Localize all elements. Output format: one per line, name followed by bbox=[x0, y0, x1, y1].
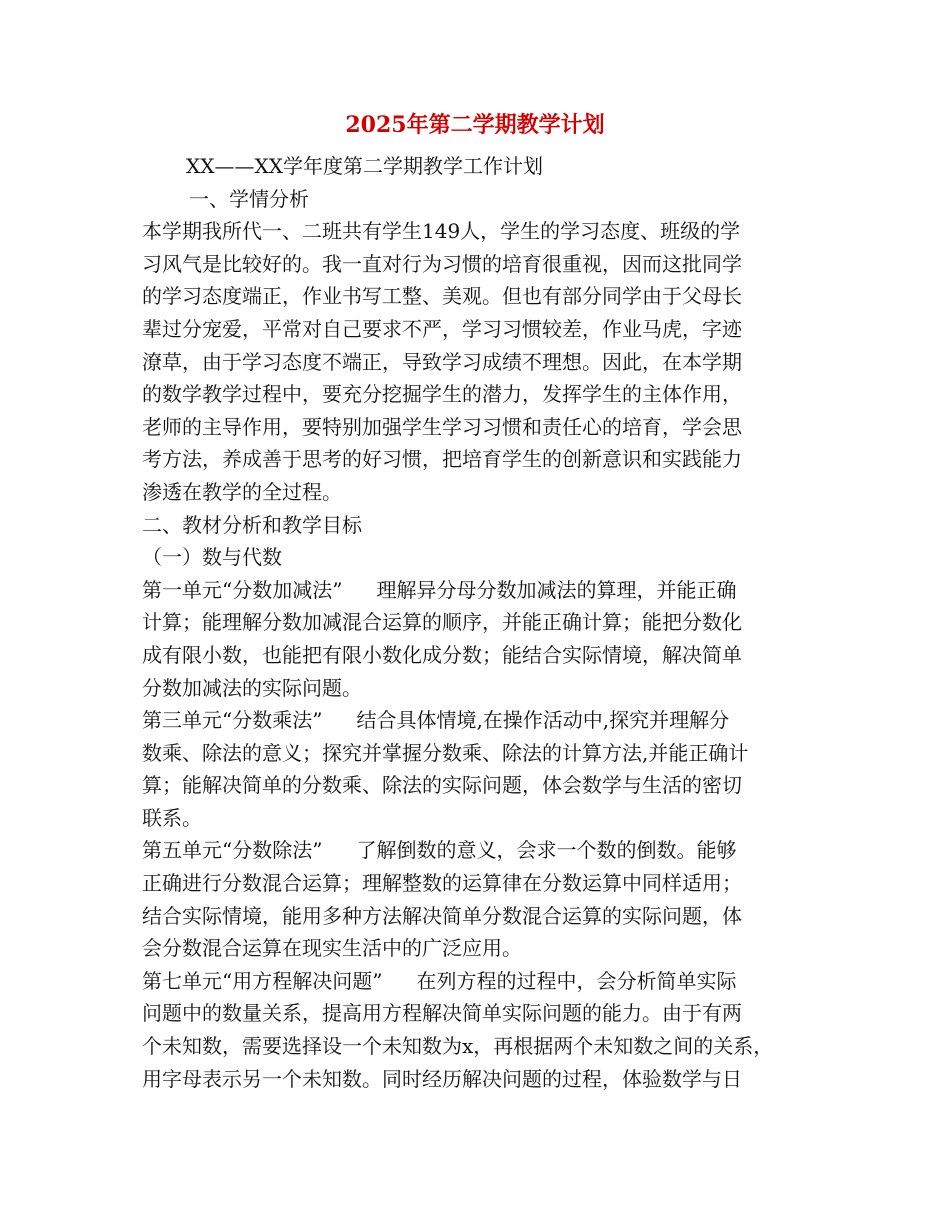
document-body bbox=[142, 150, 832, 1095]
paragraph-line: 分数加减法的实际问题。 bbox=[142, 675, 362, 700]
unit-title: 第三单元“分数乘法” bbox=[142, 708, 323, 733]
paragraph-line: 计算；能理解分数加减混合运算的顺序，并能正确计算；能把分数化 bbox=[142, 610, 742, 635]
paragraph-line: 老师的主导作用，要特别加强学生学习习惯和责任心的培育，学会思 bbox=[142, 414, 742, 439]
paragraph-line: 渗透在教学的全过程。 bbox=[142, 479, 342, 504]
unit-title: 第一单元“分数加减法” bbox=[142, 577, 343, 602]
paragraph-line: 算；能解决简单的分数乘、除法的实际问题，体会数学与生活的密切 bbox=[142, 773, 742, 798]
paragraph-line: 辈过分宠爱，平常对自己要求不严，学习习惯较差，作业马虎，字迹 bbox=[142, 316, 742, 341]
unit-line bbox=[142, 834, 832, 867]
paragraph-line: 的学习态度端正，作业书写工整、美观。但也有部分同学由于父母长 bbox=[142, 284, 742, 309]
paragraph-line: 习风气是比较好的。我一直对行为习惯的培育很重视，因而这批同学 bbox=[142, 251, 742, 276]
paragraph-line: 本学期我所代一、二班共有学生149人，学生的学习态度、班级的学 bbox=[142, 219, 741, 244]
document-title: 2025年第二学期教学计划 bbox=[345, 112, 605, 138]
paragraph-line: 潦草，由于学习态度不端正，导致学习成绩不理想。因此，在本学期 bbox=[142, 349, 742, 374]
paragraph-line: 问题中的数量关系，提高用方程解决简单实际问题的能力。由于有两 bbox=[142, 1001, 742, 1026]
paragraph-line: 考方法，养成善于思考的好习惯，把培育学生的创新意识和实践能力 bbox=[142, 447, 742, 472]
unit-title: 第七单元“用方程解决问题” bbox=[142, 968, 383, 993]
unit-line bbox=[142, 965, 832, 998]
unit-description: 了解倒数的意义，会求一个数的倒数。能够 bbox=[356, 838, 737, 863]
paragraph-line: 个未知数，需要选择设一个未知数为x，再根据两个未知数之间的关系， bbox=[142, 1034, 774, 1059]
plan-subtitle: XX——XX学年度第二学期教学工作计划 bbox=[186, 154, 543, 178]
paragraph-line: 结合实际情境，能用多种方法解决简单分数混合运算的实际问题，体 bbox=[142, 903, 742, 928]
paragraph-line: 成有限小数，也能把有限小数化成分数；能结合实际情境，解决简单 bbox=[142, 642, 742, 667]
subsection-heading-numbers: （一）数与代数 bbox=[142, 545, 282, 570]
unit-title: 第五单元“分数除法” bbox=[142, 838, 323, 863]
unit-line bbox=[142, 574, 832, 607]
paragraph-line: 数乘、除法的意义；探究并掌握分数乘、除法的计算方法,并能正确计 bbox=[142, 740, 749, 765]
unit-line bbox=[142, 704, 832, 737]
unit-description: 理解异分母分数加减法的算理，并能正确 bbox=[376, 577, 737, 602]
paragraph-line: 用字母表示另一个未知数。同时经历解决问题的过程，体验数学与日 bbox=[142, 1066, 742, 1091]
unit-description: 在列方程的过程中，会分析简单实际 bbox=[416, 968, 737, 993]
paragraph-line: 正确进行分数混合运算；理解整数的运算律在分数运算中同样适用； bbox=[142, 871, 742, 896]
paragraph-line: 的数学教学过程中，要充分挖掘学生的潜力，发挥学生的主体作用， bbox=[142, 382, 742, 407]
section-heading-materials: 二、教材分析和教学目标 bbox=[142, 512, 362, 537]
section-heading-situation: 一、学情分析 bbox=[189, 186, 309, 211]
paragraph-line: 会分数混合运算在现实生活中的广泛应用。 bbox=[142, 936, 522, 961]
unit-description: 结合具体情境,在操作活动中,探究并理解分 bbox=[356, 708, 730, 733]
paragraph-line: 联系。 bbox=[142, 805, 202, 830]
